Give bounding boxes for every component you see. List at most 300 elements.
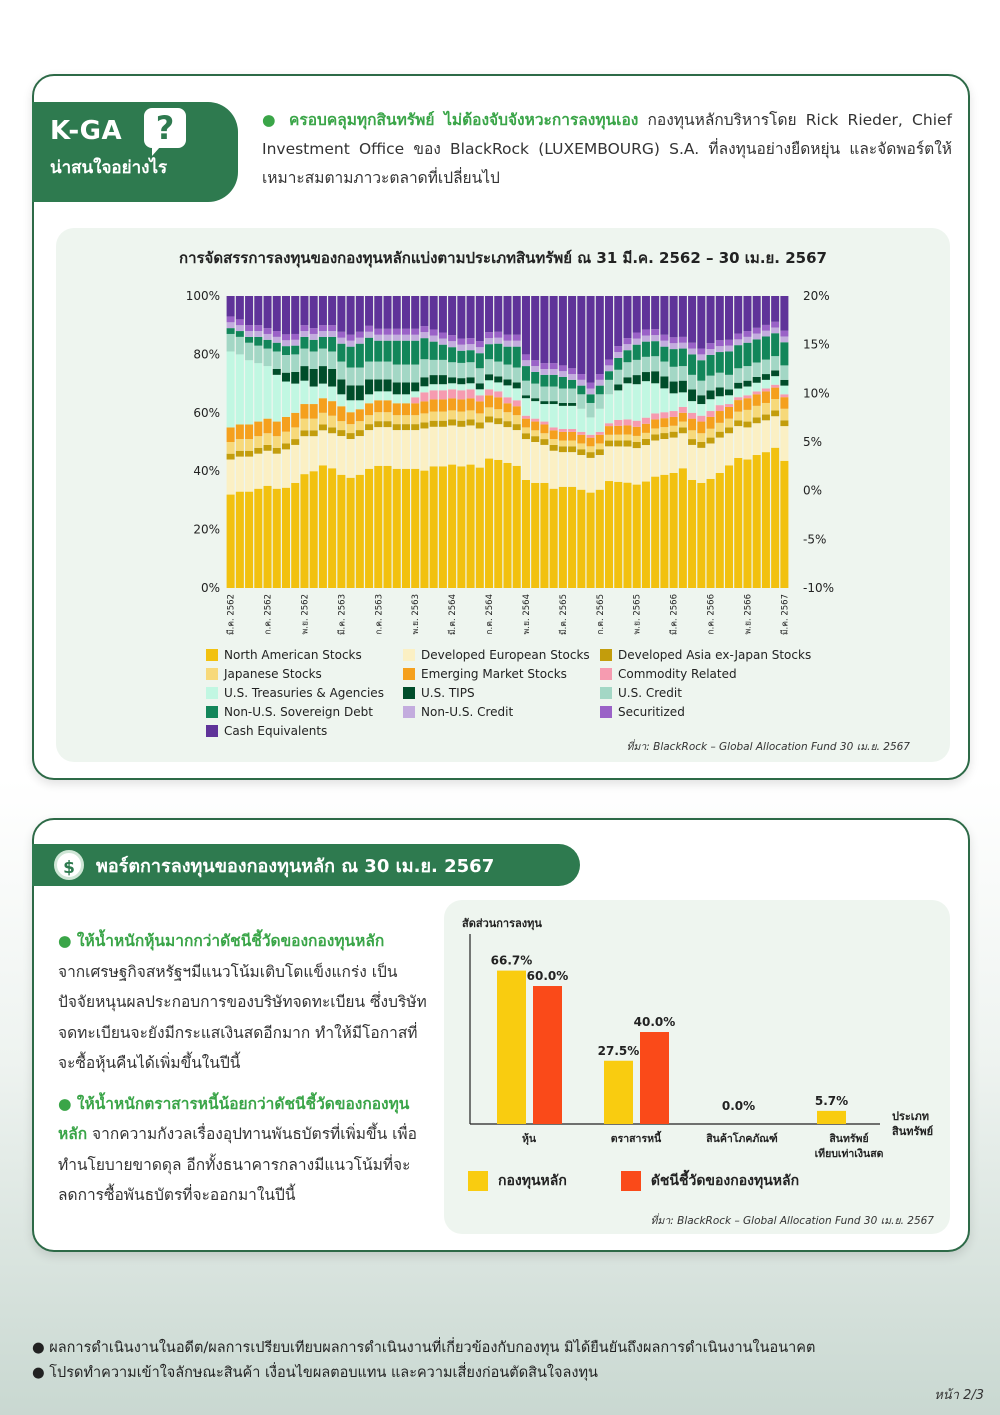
allocation-bar-segment — [467, 377, 475, 383]
y-right-tick: -5% — [803, 532, 827, 547]
legend-swatch — [403, 649, 415, 661]
allocation-bar-segment — [596, 432, 604, 435]
allocation-bar-segment — [513, 341, 521, 347]
allocation-bar-segment — [633, 333, 641, 339]
allocation-bar-segment — [402, 365, 410, 383]
allocation-bar-segment — [476, 368, 484, 383]
allocation-bar-segment — [697, 416, 705, 422]
allocation-bar-segment — [577, 296, 585, 374]
allocation-bar-segment — [651, 383, 659, 413]
disclaimers — [32, 1336, 972, 1386]
allocation-bar-segment — [642, 296, 650, 329]
allocation-bar-segment — [347, 478, 355, 588]
allocation-bar-segment — [743, 422, 751, 428]
legend-item — [206, 646, 403, 663]
allocation-bar-segment — [753, 417, 761, 423]
allocation-bar-segment — [771, 448, 779, 588]
allocation-bar-segment — [642, 357, 650, 372]
allocation-bar-segment — [374, 400, 382, 412]
allocation-bar-segment — [605, 365, 613, 371]
allocation-bar-segment — [430, 342, 438, 360]
allocation-bar-segment — [273, 375, 281, 422]
allocation-bar-segment — [347, 439, 355, 478]
allocation-bar-segment — [448, 362, 456, 377]
allocation-bar-segment — [697, 349, 705, 355]
bar-category-label: ตราสารหนี้ — [610, 1133, 662, 1145]
allocation-bar-segment — [513, 466, 521, 588]
y-left-tick: 100% — [185, 289, 220, 303]
allocation-bar-segment — [310, 328, 318, 334]
allocation-bar-segment — [402, 424, 410, 430]
allocation-bar-segment — [384, 341, 392, 362]
allocation-bar-segment — [402, 415, 410, 424]
allocation-bar-segment — [476, 341, 484, 347]
allocation-bar-segment — [660, 335, 668, 341]
allocation-bar-segment — [771, 411, 779, 417]
allocation-bar-segment — [540, 404, 548, 422]
allocation-bar-segment — [264, 328, 272, 334]
allocation-bar-segment — [540, 369, 548, 375]
allocation-bar-segment — [347, 296, 355, 335]
legend-item — [403, 646, 600, 663]
allocation-bar-segment — [356, 332, 364, 338]
allocation-bar-segment — [707, 296, 715, 343]
allocation-bar-segment — [568, 403, 576, 406]
allocation-bar-segment — [679, 468, 687, 588]
allocation-bar-segment — [550, 401, 558, 404]
allocation-bar-segment — [540, 422, 548, 425]
allocation-bar-segment — [753, 339, 761, 362]
kga-title: K-GA — [50, 116, 123, 146]
allocation-bar-segment — [743, 343, 751, 366]
allocation-bar-segment — [660, 427, 668, 433]
allocation-bar-segment — [476, 422, 484, 428]
allocation-bar-segment — [522, 416, 530, 419]
allocation-bar-segment — [614, 435, 622, 441]
allocation-bar-segment — [642, 381, 650, 418]
allocation-bar-segment — [374, 421, 382, 427]
allocation-bar-segment — [577, 455, 585, 490]
allocation-bar-segment — [411, 335, 419, 341]
allocation-bar-segment — [457, 351, 465, 363]
allocation-bar-segment — [679, 381, 687, 393]
legend-label: Japanese Stocks — [224, 666, 322, 681]
allocation-bar-segment — [476, 296, 484, 341]
allocation-bar-segment — [264, 451, 272, 486]
allocation-bar-segment — [476, 383, 484, 389]
allocation-bar-segment — [439, 296, 447, 333]
allocation-bar-segment — [633, 442, 641, 448]
allocation-bar-segment — [402, 341, 410, 365]
allocation-bar-segment — [356, 421, 364, 430]
legend-index-swatch — [621, 1171, 641, 1191]
allocation-bar-segment — [227, 495, 235, 588]
allocation-bar-segment — [236, 424, 244, 439]
allocation-bar-segment — [411, 296, 419, 329]
allocation-bar-segment — [596, 435, 604, 444]
allocation-bar-segment — [614, 441, 622, 447]
allocation-bar-segment — [725, 404, 733, 407]
allocation-bar-segment — [411, 415, 419, 424]
allocation-bar-segment — [347, 347, 355, 368]
allocation-bar-segment — [448, 419, 456, 425]
allocation-bar-segment — [503, 365, 511, 380]
allocation-bar-segment — [319, 366, 327, 384]
allocation-bar-segment — [762, 403, 770, 415]
allocation-bar-segment — [300, 474, 308, 588]
allocation-bar-segment — [402, 430, 410, 469]
allocation-bar-segment — [568, 429, 576, 432]
allocation-bar-segment — [513, 368, 521, 383]
allocation-bar-segment — [430, 421, 438, 427]
allocation-bar-segment — [762, 336, 770, 359]
y-right-tick: 0% — [803, 483, 823, 498]
allocation-bar-segment — [227, 296, 235, 316]
allocation-bar-segment — [550, 375, 558, 387]
legend-swatch — [600, 687, 612, 699]
y-left-tick: 40% — [193, 464, 220, 479]
allocation-bar-segment — [707, 417, 715, 429]
allocation-bar-segment — [531, 366, 539, 372]
allocation-bar-segment — [716, 296, 724, 340]
allocation-bar-segment — [328, 337, 336, 352]
allocation-bar-segment — [393, 394, 401, 403]
allocation-bar-segment — [291, 384, 299, 413]
allocation-bar-segment — [439, 412, 447, 421]
allocation-bar-segment — [762, 420, 770, 452]
allocation-bar-segment — [393, 329, 401, 335]
allocation-bar-segment — [587, 394, 595, 403]
allocation-bar-segment — [384, 400, 392, 412]
allocation-bar-segment — [550, 387, 558, 402]
allocation-bar-segment — [264, 433, 272, 445]
allocation-bar-segment — [734, 400, 742, 412]
allocation-bar-segment — [310, 340, 318, 352]
allocation-bar-segment — [762, 380, 770, 389]
allocation-bar-segment — [393, 403, 401, 415]
allocation-bar-segment — [771, 416, 779, 447]
allocation-bar-segment — [559, 446, 567, 452]
legend-label: Commodity Related — [618, 666, 737, 681]
allocation-bar-segment — [282, 296, 290, 334]
y-right-tick: -10% — [803, 581, 835, 595]
portfolio-source: ที่มา: BlackRock – Global Allocation Fund 30 เม.ย. 2567 — [650, 1215, 934, 1227]
allocation-bar-segment — [531, 430, 539, 436]
allocation-bar-segment — [420, 338, 428, 359]
allocation-bar-segment — [384, 296, 392, 329]
allocation-bar-segment — [503, 341, 511, 347]
allocation-bar-segment — [476, 401, 484, 413]
allocation-bar-segment — [762, 452, 770, 588]
allocation-bar-segment — [707, 390, 715, 399]
allocation-bar-segment — [762, 331, 770, 337]
allocation-bar-segment — [282, 417, 290, 432]
allocation-bar-segment — [679, 422, 687, 428]
allocation-bar-segment — [291, 372, 299, 384]
allocation-bar-segment — [707, 349, 715, 355]
allocation-bar-segment — [716, 405, 724, 411]
allocation-bar-segment — [725, 340, 733, 346]
allocation-bar-segment — [697, 381, 705, 396]
allocation-bar-segment — [467, 389, 475, 398]
allocation-bar-segment — [494, 332, 502, 338]
allocation-bar-segment — [531, 422, 539, 431]
allocation-bar-segment — [494, 382, 502, 391]
allocation-bar-segment — [716, 387, 724, 396]
allocation-bar-segment — [780, 386, 788, 395]
allocation-bar-segment — [273, 489, 281, 588]
allocation-bar-segment — [522, 427, 530, 433]
allocation-bar-segment — [439, 421, 447, 427]
allocation-bar-segment — [633, 345, 641, 360]
allocation-bar-segment — [679, 343, 687, 349]
allocation-bar-segment — [725, 389, 733, 395]
allocation-bar-segment — [522, 354, 530, 360]
intro-paragraph — [262, 106, 952, 193]
allocation-bar-segment — [771, 322, 779, 328]
allocation-bar-segment — [420, 471, 428, 588]
allocation-bar-segment — [688, 389, 696, 401]
allocation-bar-segment — [411, 365, 419, 383]
allocation-bar-segment — [347, 424, 355, 433]
allocation-bar-segment — [448, 335, 456, 341]
allocation-bar-segment — [623, 377, 631, 383]
allocation-bar-segment — [439, 390, 447, 399]
point-2-body: จากความกังวลเรื่องอุปทานพันธบัตรที่เพิ่มขึ้น เพื่อทำนโยบายขาดดุล อีกทั้งธนาคารกลางมีแนวโน้มที่จะลดการซื้อพันธบัตรที่จะออกมาในปีนี้ — [58, 1125, 417, 1204]
allocation-bar-segment — [688, 430, 696, 439]
legend-label: North American Stocks — [224, 647, 362, 662]
allocation-bar-segment — [282, 373, 290, 382]
allocation-bar-segment — [623, 338, 631, 344]
allocation-bar-segment — [688, 349, 696, 355]
allocation-bar-segment — [467, 338, 475, 344]
y-right-tick: 5% — [803, 435, 823, 449]
allocation-bar-segment — [337, 436, 345, 475]
allocation-bar-segment — [264, 296, 272, 328]
allocation-bar-segment — [356, 296, 364, 332]
allocation-bar-segment — [384, 362, 392, 380]
allocation-bar-segment — [725, 419, 733, 428]
allocation-bar-segment — [430, 360, 438, 375]
allocation-bar-segment — [300, 325, 308, 331]
allocation-bar-segment — [651, 335, 659, 341]
allocation-bar-segment — [707, 443, 715, 478]
allocation-bar-segment — [254, 363, 262, 421]
allocation-bar-segment — [587, 493, 595, 588]
allocation-bar-segment — [503, 335, 511, 341]
allocation-bar-segment — [651, 371, 659, 383]
allocation-bar-segment — [633, 421, 641, 427]
allocation-bar-segment — [273, 351, 281, 369]
allocation-bar-segment — [347, 385, 355, 400]
allocation-bar-segment — [319, 413, 327, 425]
allocation-bar-segment — [762, 374, 770, 380]
allocation-bar-segment — [568, 452, 576, 487]
legend-swatch — [600, 706, 612, 718]
allocation-bar-segment — [531, 401, 539, 419]
allocation-bar-segment — [522, 419, 530, 428]
allocation-bar-segment — [439, 333, 447, 339]
allocation-bar-segment — [587, 446, 595, 452]
allocation-bar-segment — [550, 404, 558, 427]
allocation-bar-segment — [494, 418, 502, 424]
allocation-bar-segment — [254, 296, 262, 325]
allocation-bar-segment — [642, 336, 650, 342]
allocation-bar-segment — [494, 397, 502, 409]
allocation-bar-segment — [550, 430, 558, 439]
allocation-bar-segment — [679, 413, 687, 422]
allocation-bar-segment — [402, 296, 410, 329]
bar-legend — [468, 1170, 799, 1192]
bar-category-label: สินค้าโภคภัณฑ์ — [706, 1133, 778, 1145]
allocation-bar-segment — [273, 454, 281, 489]
allocation-bar-segment — [550, 296, 558, 363]
allocation-bar-segment — [762, 389, 770, 392]
allocation-bar-segment — [633, 384, 641, 421]
allocation-bar-segment — [430, 427, 438, 467]
allocation-bar-segment — [439, 360, 447, 375]
allocation-bar-segment — [310, 387, 318, 405]
allocation-bar-segment — [236, 325, 244, 331]
allocation-bar-segment — [614, 426, 622, 435]
allocation-source: ที่มา: BlackRock – Global Allocation Fund 30 เม.ย. 2567 — [626, 741, 910, 753]
allocation-bar-segment — [365, 394, 373, 403]
allocation-bar-segment — [494, 362, 502, 377]
allocation-bar-segment — [513, 296, 521, 335]
allocation-bar-segment — [725, 395, 733, 404]
allocation-bar-segment — [374, 391, 382, 400]
allocation-bar-segment — [245, 325, 253, 331]
legend-item — [403, 684, 600, 701]
allocation-bar-segment — [623, 483, 631, 588]
allocation-bar-segment — [762, 296, 770, 325]
allocation-bar-segment — [559, 452, 567, 487]
allocation-bar-segment — [337, 362, 345, 380]
allocation-bar-segment — [568, 406, 576, 429]
allocation-bar-segment — [642, 372, 650, 381]
allocation-bar-segment — [300, 349, 308, 367]
allocation-bar-segment — [531, 296, 539, 360]
allocation-bar-segment — [587, 458, 595, 493]
allocation-bar-segment — [411, 341, 419, 365]
allocation-bar-segment — [771, 399, 779, 410]
allocation-bar-segment — [734, 426, 742, 458]
allocation-bar-segment — [384, 466, 392, 588]
allocation-bar-segment — [384, 391, 392, 400]
allocation-bar-segment — [476, 468, 484, 588]
allocation-bar-segment — [402, 403, 410, 415]
allocation-bar-segment — [642, 445, 650, 482]
allocation-bar-segment — [605, 371, 613, 380]
allocation-bar-segment — [365, 332, 373, 338]
allocation-bar-segment — [300, 430, 308, 436]
allocation-bar-segment — [743, 410, 751, 422]
allocation-bar-segment — [651, 477, 659, 588]
allocation-bar-segment — [365, 362, 373, 380]
allocation-bar-segment — [337, 332, 345, 338]
allocation-bar-segment — [264, 445, 272, 451]
legend-swatch — [403, 668, 415, 680]
allocation-bar-segment — [743, 296, 751, 331]
allocation-bar-segment — [337, 338, 345, 344]
allocation-bar-segment — [734, 339, 742, 345]
allocation-bar-segment — [273, 296, 281, 331]
allocation-bar-segment — [577, 409, 585, 432]
allocation-bar-segment — [725, 351, 733, 374]
allocation-bar-segment — [522, 395, 530, 398]
allocation-bar-segment — [771, 327, 779, 333]
allocation-bar-segment — [476, 428, 484, 467]
allocation-bar-segment — [457, 339, 465, 345]
intro-body: กองทุนหลักบริหารโดย Rick Rieder, Chief Investment Office ของ BlackRock (LUXEMBOURG) S.A. ที่ลงทุนอย่างยืดหยุ่น และจัดพอร์ตให้เหมาะสมตามภาวะตลาดที่เปลี่ยนไป — [262, 111, 952, 187]
allocation-bar-segment — [614, 346, 622, 352]
point-2-highlight: ● ให้น้ำหนักตราสารหนี้น้อยกว่าดัชนีชี้วัดของกองทุนหลัก — [58, 1094, 410, 1143]
allocation-bar-segment — [596, 296, 604, 374]
allocation-bar-segment — [642, 424, 650, 433]
legend-fund-label: กองทุนหลัก — [498, 1173, 567, 1189]
allocation-bar-segment — [245, 331, 253, 337]
allocation-bar-segment — [476, 395, 484, 401]
allocation-bar-segment — [550, 369, 558, 375]
allocation-bar-segment — [411, 403, 419, 415]
allocation-bar-segment — [559, 403, 567, 406]
allocation-bar-segment — [254, 448, 262, 454]
allocation-bar-segment — [670, 382, 678, 394]
allocation-bar-segment — [448, 398, 456, 410]
allocation-bar-segment — [688, 445, 696, 480]
allocation-bar-segment — [734, 345, 742, 368]
allocation-bar-segment — [254, 422, 262, 437]
allocation-bar-segment — [384, 412, 392, 421]
allocation-bar-segment — [651, 419, 659, 428]
allocation-bar-segment — [411, 430, 419, 469]
allocation-bar-segment — [633, 427, 641, 436]
legend-item — [206, 703, 403, 720]
allocation-bar-segment — [282, 432, 290, 444]
allocation-bar-segment — [596, 490, 604, 588]
allocation-bar-segment — [670, 349, 678, 367]
allocation-bar-segment — [420, 413, 428, 422]
allocation-bar-segment — [245, 451, 253, 457]
allocation-bar-segment — [596, 380, 604, 386]
allocation-bar-segment — [328, 351, 336, 369]
allocation-bar-segment — [282, 334, 290, 340]
legend-swatch — [206, 725, 218, 737]
bar-value-label: 60.0% — [526, 969, 569, 984]
allocation-bar-segment — [448, 465, 456, 588]
allocation-bar-segment — [467, 410, 475, 419]
allocation-bar-segment — [411, 469, 419, 588]
allocation-bar-segment — [734, 420, 742, 426]
allocation-bar-segment — [707, 411, 715, 417]
allocation-bar-segment — [245, 439, 253, 451]
allocation-bar-segment — [337, 394, 345, 406]
allocation-bar-segment — [531, 372, 539, 384]
allocation-bar-segment — [577, 490, 585, 588]
allocation-bar-segment — [282, 443, 290, 449]
allocation-bar-segment — [623, 419, 631, 425]
allocation-bar-segment — [753, 391, 761, 394]
allocation-bar-segment — [753, 406, 761, 418]
allocation-bar-segment — [485, 344, 493, 359]
allocation-bar-segment — [457, 378, 465, 384]
portfolio-bar — [604, 1061, 633, 1124]
allocation-bar-segment — [328, 468, 336, 588]
legend-item — [403, 703, 600, 720]
allocation-bar-segment — [227, 442, 235, 454]
allocation-bar-segment — [448, 296, 456, 335]
legend-item — [600, 665, 840, 682]
